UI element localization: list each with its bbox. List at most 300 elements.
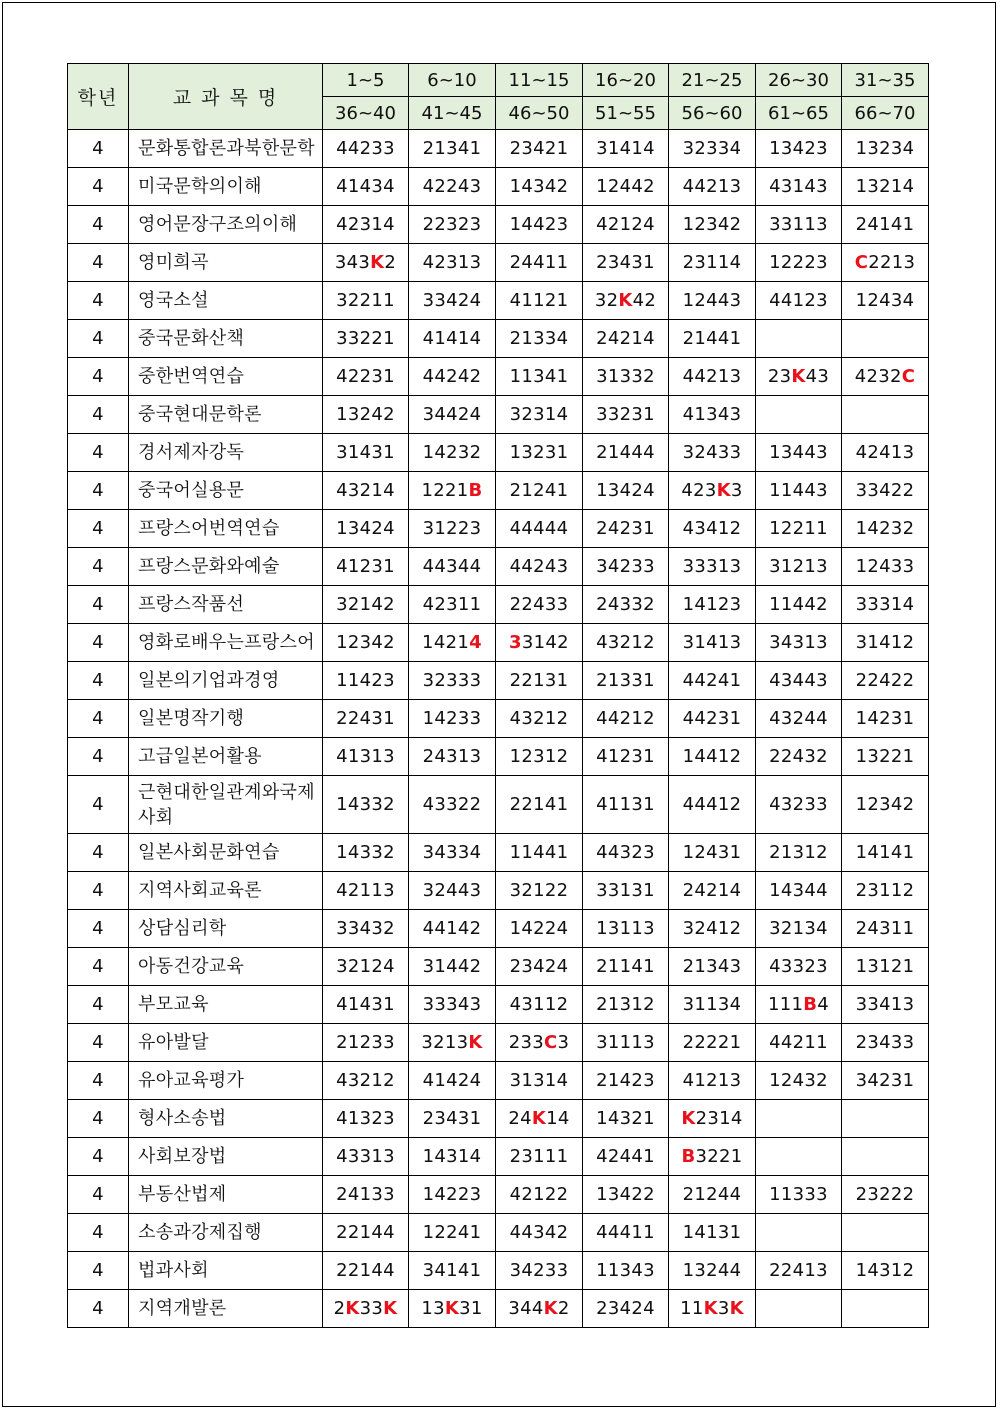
answer-code-cell: 13424 xyxy=(583,472,669,510)
answer-code-cell: 32211 xyxy=(323,282,409,320)
subject-cell: 소송과강제집행 xyxy=(129,1214,323,1252)
range-header-bottom: 36~40 xyxy=(323,97,409,130)
answer-code-cell: 21233 xyxy=(323,1024,409,1062)
answer-code-cell: 34141 xyxy=(409,1252,496,1290)
subject-cell: 아동건강교육 xyxy=(129,948,323,986)
answer-code-cell: 12433 xyxy=(842,548,929,586)
answer-code-cell: 24214 xyxy=(669,872,756,910)
answer-code-cell: 11341 xyxy=(496,358,583,396)
answer-code-cell: 12241 xyxy=(409,1214,496,1252)
answer-code-cell: 14141 xyxy=(842,834,929,872)
answer-code-cell: 14232 xyxy=(409,434,496,472)
answer-code-cell: 23431 xyxy=(409,1100,496,1138)
grade-cell: 4 xyxy=(68,948,129,986)
answer-code-cell: 1221B xyxy=(409,472,496,510)
subject-cell: 고급일본어활용 xyxy=(129,738,323,776)
grade-cell: 4 xyxy=(68,776,129,834)
answer-code-cell: 12442 xyxy=(583,168,669,206)
answer-code-cell: 12342 xyxy=(842,776,929,834)
subject-cell: 영미희곡 xyxy=(129,244,323,282)
answer-code-cell: 13242 xyxy=(323,396,409,434)
grade-cell: 4 xyxy=(68,206,129,244)
table-header xyxy=(68,64,929,130)
table-row xyxy=(68,358,929,396)
table-row xyxy=(68,948,929,986)
table-row xyxy=(68,1138,929,1176)
grade-cell: 4 xyxy=(68,168,129,206)
answer-code-cell: 23431 xyxy=(583,244,669,282)
answer-code-cell: 32124 xyxy=(323,948,409,986)
grade-cell: 4 xyxy=(68,662,129,700)
subject-cell: 일본사회문화연습 xyxy=(129,834,323,872)
subject-cell: 중국어실용문 xyxy=(129,472,323,510)
table-row xyxy=(68,586,929,624)
answer-code-cell: 21441 xyxy=(669,320,756,358)
answer-code-cell: 21244 xyxy=(669,1176,756,1214)
grade-cell: 4 xyxy=(68,548,129,586)
answer-code-cell: 44233 xyxy=(323,130,409,168)
answer-code-cell: 44444 xyxy=(496,510,583,548)
answer-code-cell: 22323 xyxy=(409,206,496,244)
answer-code-cell: 12432 xyxy=(756,1062,842,1100)
answer-code-cell: 33231 xyxy=(583,396,669,434)
range-header-top: 11~15 xyxy=(496,64,583,97)
answer-code-cell: 12443 xyxy=(669,282,756,320)
range-header-top: 31~35 xyxy=(842,64,929,97)
answer-code-cell: 41431 xyxy=(323,986,409,1024)
grade-cell: 4 xyxy=(68,1176,129,1214)
answer-code-cell: 14314 xyxy=(409,1138,496,1176)
table-row xyxy=(68,662,929,700)
answer-code-cell: 34233 xyxy=(583,548,669,586)
subject-cell xyxy=(129,776,323,834)
answer-code-cell: 22431 xyxy=(323,700,409,738)
grade-cell: 4 xyxy=(68,738,129,776)
answer-code-cell: 44231 xyxy=(669,700,756,738)
range-header-bottom: 46~50 xyxy=(496,97,583,130)
answer-code-cell: 31223 xyxy=(409,510,496,548)
answer-code-cell xyxy=(842,320,929,358)
answer-code-cell: 31412 xyxy=(842,624,929,662)
subject-cell: 중국현대문학론 xyxy=(129,396,323,434)
answer-code-cell: 22141 xyxy=(496,776,583,834)
answer-code-cell: 43322 xyxy=(409,776,496,834)
answer-code-cell: 34424 xyxy=(409,396,496,434)
answer-code-cell: 22422 xyxy=(842,662,929,700)
grade-cell: 4 xyxy=(68,434,129,472)
answer-code-cell: 21331 xyxy=(583,662,669,700)
subject-cell: 유아교육평가 xyxy=(129,1062,323,1100)
answer-code-cell: 13214 xyxy=(842,168,929,206)
subject-cell: 미국문학의이해 xyxy=(129,168,323,206)
grade-cell: 4 xyxy=(68,472,129,510)
table-row xyxy=(68,1290,929,1328)
answer-code-cell: 11333 xyxy=(756,1176,842,1214)
answer-code-cell: 13424 xyxy=(323,510,409,548)
answer-code-cell: 23222 xyxy=(842,1176,929,1214)
answer-code-cell: 13234 xyxy=(842,130,929,168)
table-row xyxy=(68,910,929,948)
grade-cell: 4 xyxy=(68,510,129,548)
answer-code-cell: 13221 xyxy=(842,738,929,776)
answer-code-cell: 11K3K xyxy=(669,1290,756,1328)
answer-code-cell: 13422 xyxy=(583,1176,669,1214)
range-header-bottom: 51~55 xyxy=(583,97,669,130)
answer-code-cell: 14342 xyxy=(496,168,583,206)
answer-code-cell: 33413 xyxy=(842,986,929,1024)
answer-code-cell: 41434 xyxy=(323,168,409,206)
answer-code-cell: 21444 xyxy=(583,434,669,472)
answer-code-cell: 14312 xyxy=(842,1252,929,1290)
answer-code-cell: 3213K xyxy=(409,1024,496,1062)
range-header-top: 21~25 xyxy=(669,64,756,97)
answer-code-cell: 23424 xyxy=(583,1290,669,1328)
answer-code-cell: 21241 xyxy=(496,472,583,510)
answer-code-cell: 32142 xyxy=(323,586,409,624)
answer-code-cell: 44342 xyxy=(496,1214,583,1252)
answer-code-cell: 42441 xyxy=(583,1138,669,1176)
answer-code-cell: 22221 xyxy=(669,1024,756,1062)
answer-code-cell: 4232C xyxy=(842,358,929,396)
answer-code-cell: 44213 xyxy=(669,358,756,396)
answer-code-cell: 13443 xyxy=(756,434,842,472)
grade-cell: 4 xyxy=(68,130,129,168)
answer-code-cell: 14332 xyxy=(323,834,409,872)
answer-code-cell: 111B4 xyxy=(756,986,842,1024)
answer-code-cell: 343K2 xyxy=(323,244,409,282)
answer-code-cell xyxy=(756,1100,842,1138)
answer-code-cell: 33313 xyxy=(669,548,756,586)
table-row xyxy=(68,624,929,662)
answer-code-cell: 42231 xyxy=(323,358,409,396)
answer-code-cell: 233C3 xyxy=(496,1024,583,1062)
grade-cell: 4 xyxy=(68,358,129,396)
answer-code-cell: 33131 xyxy=(583,872,669,910)
answer-code-cell: 14123 xyxy=(669,586,756,624)
answer-code-cell: 12342 xyxy=(323,624,409,662)
grade-cell: 4 xyxy=(68,1100,129,1138)
answer-code-cell: 44344 xyxy=(409,548,496,586)
answer-code-cell: 24K14 xyxy=(496,1100,583,1138)
table-row xyxy=(68,434,929,472)
answer-code-cell: 41131 xyxy=(583,776,669,834)
answer-code-cell: 32433 xyxy=(669,434,756,472)
answer-code-cell: 23K43 xyxy=(756,358,842,396)
answer-code-cell: 12431 xyxy=(669,834,756,872)
answer-code-cell: 32333 xyxy=(409,662,496,700)
answer-code-cell: 13121 xyxy=(842,948,929,986)
answer-code-cell: 23424 xyxy=(496,948,583,986)
answer-code-cell: 44412 xyxy=(669,776,756,834)
table-row xyxy=(68,510,929,548)
subject-cell: 영국소설 xyxy=(129,282,323,320)
answer-code-cell: 12312 xyxy=(496,738,583,776)
answer-code-cell: 22413 xyxy=(756,1252,842,1290)
answer-code-cell: 22433 xyxy=(496,586,583,624)
answer-code-cell: 41231 xyxy=(583,738,669,776)
answer-code-cell: 21334 xyxy=(496,320,583,358)
table-row xyxy=(68,834,929,872)
answer-code-cell: 21423 xyxy=(583,1062,669,1100)
answer-code-cell: 24311 xyxy=(842,910,929,948)
range-header-bottom: 56~60 xyxy=(669,97,756,130)
answer-code-cell: 43214 xyxy=(323,472,409,510)
grade-cell: 4 xyxy=(68,834,129,872)
answer-code-cell: 41313 xyxy=(323,738,409,776)
answer-code-cell: 22144 xyxy=(323,1252,409,1290)
grade-cell: 4 xyxy=(68,872,129,910)
answer-code-cell: 42122 xyxy=(496,1176,583,1214)
answer-code-cell: 32134 xyxy=(756,910,842,948)
table-row xyxy=(68,130,929,168)
subject-cell: 부모교육 xyxy=(129,986,323,1024)
answer-code-cell: 31134 xyxy=(669,986,756,1024)
answer-code-cell: 22432 xyxy=(756,738,842,776)
answer-code-cell: 44212 xyxy=(583,700,669,738)
table-row xyxy=(68,548,929,586)
subject-cell: 프랑스문화와예술 xyxy=(129,548,323,586)
table-row xyxy=(68,986,929,1024)
answer-code-cell xyxy=(756,1214,842,1252)
answer-code-cell: K2314 xyxy=(669,1100,756,1138)
answer-code-cell: 13423 xyxy=(756,130,842,168)
answer-code-cell: 21141 xyxy=(583,948,669,986)
answer-code-cell: 32412 xyxy=(669,910,756,948)
answer-code-cell: 11343 xyxy=(583,1252,669,1290)
subject-cell: 일본의기업과경영 xyxy=(129,662,323,700)
answer-code-cell: 14131 xyxy=(669,1214,756,1252)
answer-code-cell xyxy=(842,1290,929,1328)
subject-cell: 유아발달 xyxy=(129,1024,323,1062)
answer-code-cell: 24313 xyxy=(409,738,496,776)
answer-code-cell: 32443 xyxy=(409,872,496,910)
answer-code-cell: 23421 xyxy=(496,130,583,168)
grade-cell: 4 xyxy=(68,700,129,738)
table-row xyxy=(68,776,929,834)
table-row xyxy=(68,244,929,282)
range-header-bottom: 66~70 xyxy=(842,97,929,130)
answer-code-cell: 31431 xyxy=(323,434,409,472)
subject-cell: 상담심리학 xyxy=(129,910,323,948)
answer-code-cell: 32314 xyxy=(496,396,583,434)
answer-code-cell: 44241 xyxy=(669,662,756,700)
answer-code-cell: 24231 xyxy=(583,510,669,548)
grade-cell: 4 xyxy=(68,986,129,1024)
answer-code-cell: 42413 xyxy=(842,434,929,472)
answer-code-cell: 42311 xyxy=(409,586,496,624)
answer-code-cell: 2K33K xyxy=(323,1290,409,1328)
table-row xyxy=(68,396,929,434)
subject-cell: 문화통합론과북한문학 xyxy=(129,130,323,168)
answer-code-cell: 32334 xyxy=(669,130,756,168)
grade-cell: 4 xyxy=(68,282,129,320)
subject-cell: 형사소송법 xyxy=(129,1100,323,1138)
subject-cell: 지역개발론 xyxy=(129,1290,323,1328)
table-row xyxy=(68,1176,929,1214)
table-row xyxy=(68,1214,929,1252)
grade-cell: 4 xyxy=(68,244,129,282)
answer-code-cell: 43313 xyxy=(323,1138,409,1176)
table-row xyxy=(68,1062,929,1100)
answer-code-cell: 21343 xyxy=(669,948,756,986)
grade-cell: 4 xyxy=(68,1024,129,1062)
answer-code-cell: 33142 xyxy=(496,624,583,662)
subject-cell: 영어문장구조의이해 xyxy=(129,206,323,244)
subject-line: 사회 xyxy=(138,806,174,828)
answer-code-cell: 22131 xyxy=(496,662,583,700)
answer-code-cell: 14321 xyxy=(583,1100,669,1138)
answer-code-cell: 43412 xyxy=(669,510,756,548)
subject-cell: 사회보장법 xyxy=(129,1138,323,1176)
answer-code-cell: 41213 xyxy=(669,1062,756,1100)
answer-key-table xyxy=(67,63,929,1328)
table-row xyxy=(68,1024,929,1062)
answer-code-cell: 14344 xyxy=(756,872,842,910)
answer-code-cell: 11441 xyxy=(496,834,583,872)
answer-code-cell: 43212 xyxy=(323,1062,409,1100)
answer-code-cell: 13244 xyxy=(669,1252,756,1290)
answer-code-cell: 14223 xyxy=(409,1176,496,1214)
subject-cell: 일본명작기행 xyxy=(129,700,323,738)
table-row xyxy=(68,700,929,738)
answer-code-cell: 33314 xyxy=(842,586,929,624)
answer-code-cell: 21341 xyxy=(409,130,496,168)
grade-cell: 4 xyxy=(68,910,129,948)
table-row xyxy=(68,472,929,510)
answer-code-cell: 12434 xyxy=(842,282,929,320)
answer-code-cell: 44242 xyxy=(409,358,496,396)
table-body xyxy=(68,130,929,1328)
answer-code-cell: 41424 xyxy=(409,1062,496,1100)
range-header-bottom: 61~65 xyxy=(756,97,842,130)
answer-code-cell: 44411 xyxy=(583,1214,669,1252)
answer-code-cell: 43212 xyxy=(496,700,583,738)
answer-code-cell: 43143 xyxy=(756,168,842,206)
answer-code-cell: 31113 xyxy=(583,1024,669,1062)
table-row xyxy=(68,738,929,776)
subject-cell: 지역사회교육론 xyxy=(129,872,323,910)
grade-cell: 4 xyxy=(68,1138,129,1176)
answer-code-cell: C2213 xyxy=(842,244,929,282)
answer-code-cell: 34313 xyxy=(756,624,842,662)
answer-code-cell: 14224 xyxy=(496,910,583,948)
answer-code-cell: 44213 xyxy=(669,168,756,206)
answer-code-cell xyxy=(842,396,929,434)
answer-code-cell: 42113 xyxy=(323,872,409,910)
answer-code-cell: 41343 xyxy=(669,396,756,434)
table-row xyxy=(68,168,929,206)
answer-code-cell: 41121 xyxy=(496,282,583,320)
answer-code-cell: 31314 xyxy=(496,1062,583,1100)
answer-code-cell: 42243 xyxy=(409,168,496,206)
answer-code-cell xyxy=(756,320,842,358)
answer-code-cell: 33424 xyxy=(409,282,496,320)
answer-code-cell: 21312 xyxy=(583,986,669,1024)
answer-code-cell: 24411 xyxy=(496,244,583,282)
table-row xyxy=(68,320,929,358)
answer-code-cell: 44142 xyxy=(409,910,496,948)
subject-cell: 법과사회 xyxy=(129,1252,323,1290)
grade-cell: 4 xyxy=(68,1062,129,1100)
answer-code-cell: 34334 xyxy=(409,834,496,872)
answer-code-cell: 14332 xyxy=(323,776,409,834)
answer-code-cell: 14214 xyxy=(409,624,496,662)
answer-code-cell: 33422 xyxy=(842,472,929,510)
answer-code-cell: 14232 xyxy=(842,510,929,548)
answer-code-cell: 12342 xyxy=(669,206,756,244)
answer-code-cell: 14423 xyxy=(496,206,583,244)
answer-code-cell: 11423 xyxy=(323,662,409,700)
answer-code-cell: 12223 xyxy=(756,244,842,282)
answer-code-cell: 41231 xyxy=(323,548,409,586)
grade-cell: 4 xyxy=(68,320,129,358)
answer-code-cell: 23114 xyxy=(669,244,756,282)
subject-cell: 영화로배우는프랑스어 xyxy=(129,624,323,662)
range-header-top: 16~20 xyxy=(583,64,669,97)
answer-code-cell: 44323 xyxy=(583,834,669,872)
answer-code-cell: 34231 xyxy=(842,1062,929,1100)
answer-code-cell xyxy=(842,1214,929,1252)
answer-code-cell: 12211 xyxy=(756,510,842,548)
answer-code-cell: 31414 xyxy=(583,130,669,168)
answer-code-cell: 23112 xyxy=(842,872,929,910)
answer-code-cell: 11442 xyxy=(756,586,842,624)
subject-cell: 중국문화산책 xyxy=(129,320,323,358)
subject-header: 교 과 목 명 xyxy=(129,64,323,130)
subject-cell: 경서제자강독 xyxy=(129,434,323,472)
table-row xyxy=(68,872,929,910)
answer-code-cell: 22144 xyxy=(323,1214,409,1252)
answer-code-cell: 31413 xyxy=(669,624,756,662)
answer-code-cell: 33343 xyxy=(409,986,496,1024)
answer-code-cell: 41323 xyxy=(323,1100,409,1138)
answer-code-cell: 44243 xyxy=(496,548,583,586)
grade-header: 학년 xyxy=(68,64,129,130)
answer-code-cell: 24133 xyxy=(323,1176,409,1214)
range-header-top: 1~5 xyxy=(323,64,409,97)
answer-code-cell: 24332 xyxy=(583,586,669,624)
subject-cell: 부동산법제 xyxy=(129,1176,323,1214)
answer-code-cell: 43233 xyxy=(756,776,842,834)
answer-code-cell xyxy=(756,1138,842,1176)
answer-code-cell: 43244 xyxy=(756,700,842,738)
answer-code-cell: 31213 xyxy=(756,548,842,586)
grade-cell: 4 xyxy=(68,624,129,662)
answer-code-cell: 13113 xyxy=(583,910,669,948)
answer-code-cell: 24141 xyxy=(842,206,929,244)
answer-code-cell: 42124 xyxy=(583,206,669,244)
table-row xyxy=(68,1100,929,1138)
subject-line: 근현대한일관계와국제 xyxy=(138,781,315,803)
answer-code-cell: 31442 xyxy=(409,948,496,986)
answer-code-cell: 344K2 xyxy=(496,1290,583,1328)
answer-code-cell: 14231 xyxy=(842,700,929,738)
answer-code-cell: 43212 xyxy=(583,624,669,662)
range-header-top: 26~30 xyxy=(756,64,842,97)
grade-cell: 4 xyxy=(68,1290,129,1328)
subject-cell: 중한번역연습 xyxy=(129,358,323,396)
range-header-top: 6~10 xyxy=(409,64,496,97)
answer-code-cell: 11443 xyxy=(756,472,842,510)
answer-code-cell: 13231 xyxy=(496,434,583,472)
answer-code-cell xyxy=(842,1138,929,1176)
subject-cell: 프랑스작품선 xyxy=(129,586,323,624)
grade-cell: 4 xyxy=(68,586,129,624)
answer-code-cell xyxy=(756,1290,842,1328)
answer-code-cell: 32122 xyxy=(496,872,583,910)
answer-code-cell: 43323 xyxy=(756,948,842,986)
answer-code-cell: 32K42 xyxy=(583,282,669,320)
